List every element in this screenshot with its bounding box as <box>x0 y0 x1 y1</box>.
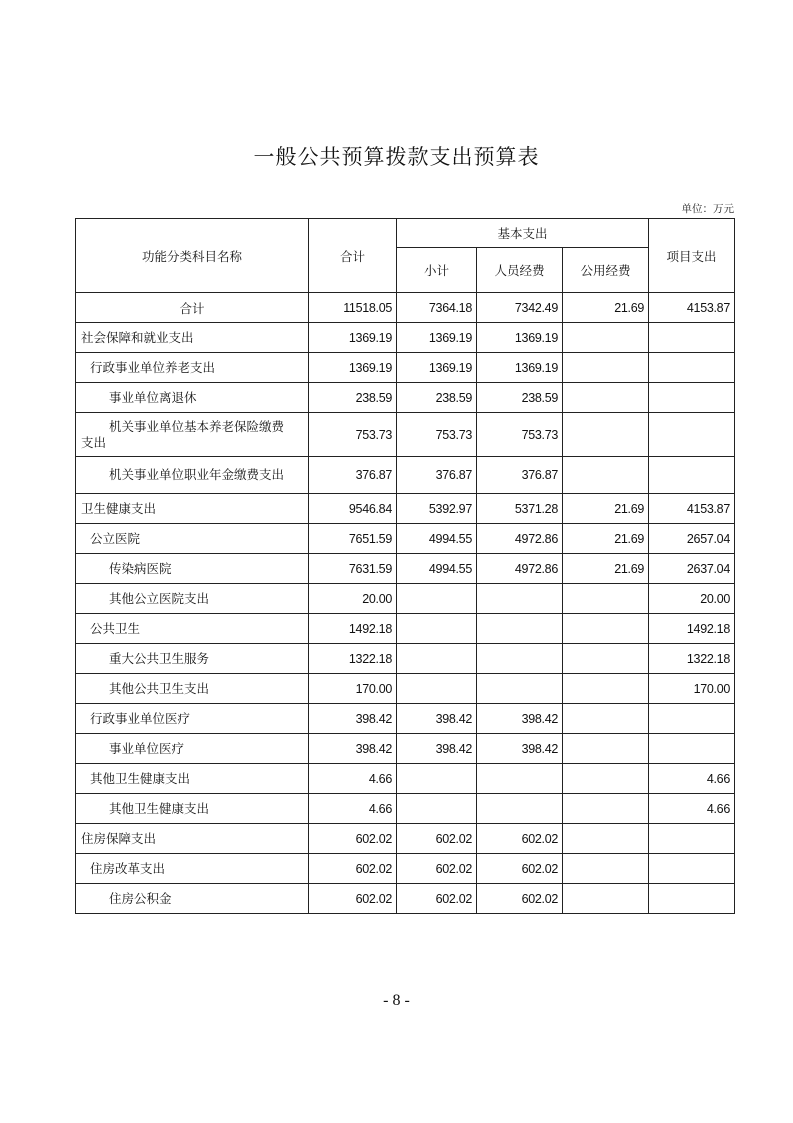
table-row <box>76 734 735 764</box>
row-name: 行政事业单位养老支出 <box>76 353 309 383</box>
cell-subtotal: 398.42 <box>397 704 477 734</box>
cell-project: 4153.87 <box>649 293 735 323</box>
row-name <box>76 413 309 457</box>
cell-subtotal: 1369.19 <box>397 323 477 353</box>
cell-total: 1369.19 <box>309 353 397 383</box>
cell-subtotal: 602.02 <box>397 824 477 854</box>
cell-public: 21.69 <box>563 293 649 323</box>
cell-personnel: 398.42 <box>477 734 563 764</box>
row-name: 机关事业单位职业年金缴费支出 <box>76 457 309 494</box>
cell-project <box>649 353 735 383</box>
header-project: 项目支出 <box>649 219 735 293</box>
row-name-line1: 机关事业单位基本养老保险缴费 <box>109 418 285 434</box>
cell-public <box>563 764 649 794</box>
cell-public <box>563 674 649 704</box>
row-name: 重大公共卫生服务 <box>76 644 309 674</box>
cell-project <box>649 824 735 854</box>
table-row <box>76 413 735 457</box>
cell-public <box>563 383 649 413</box>
cell-personnel: 602.02 <box>477 824 563 854</box>
row-name: 住房保障支出 <box>76 824 309 854</box>
cell-total: 4.66 <box>309 764 397 794</box>
cell-total: 170.00 <box>309 674 397 704</box>
cell-subtotal: 1369.19 <box>397 353 477 383</box>
cell-total: 11518.05 <box>309 293 397 323</box>
cell-total: 602.02 <box>309 824 397 854</box>
header-basic: 基本支出 <box>397 219 649 248</box>
cell-subtotal: 602.02 <box>397 854 477 884</box>
cell-public <box>563 457 649 494</box>
table-header <box>76 219 735 293</box>
cell-personnel: 602.02 <box>477 854 563 884</box>
cell-public <box>563 794 649 824</box>
cell-project: 20.00 <box>649 584 735 614</box>
cell-project <box>649 383 735 413</box>
row-name: 其他公立医院支出 <box>76 584 309 614</box>
header-public: 公用经费 <box>563 248 649 293</box>
cell-project: 1322.18 <box>649 644 735 674</box>
cell-project <box>649 457 735 494</box>
cell-personnel: 1369.19 <box>477 353 563 383</box>
table-row <box>76 644 735 674</box>
cell-total: 7631.59 <box>309 554 397 584</box>
row-name: 卫生健康支出 <box>76 494 309 524</box>
cell-personnel: 376.87 <box>477 457 563 494</box>
cell-personnel <box>477 584 563 614</box>
cell-subtotal: 398.42 <box>397 734 477 764</box>
cell-subtotal: 5392.97 <box>397 494 477 524</box>
cell-project <box>649 704 735 734</box>
table-row <box>76 614 735 644</box>
budget-table <box>75 218 735 914</box>
cell-total: 602.02 <box>309 854 397 884</box>
cell-subtotal <box>397 764 477 794</box>
table-row <box>76 584 735 614</box>
cell-personnel: 4972.86 <box>477 554 563 584</box>
cell-project <box>649 734 735 764</box>
cell-project: 170.00 <box>649 674 735 704</box>
table-row-total <box>76 293 735 323</box>
table-row <box>76 353 735 383</box>
table-row <box>76 494 735 524</box>
header-total: 合计 <box>309 219 397 293</box>
cell-project: 1492.18 <box>649 614 735 644</box>
cell-personnel: 7342.49 <box>477 293 563 323</box>
row-name: 事业单位离退休 <box>76 383 309 413</box>
cell-public: 21.69 <box>563 554 649 584</box>
table-row <box>76 554 735 584</box>
unit-label: 单位：万元 <box>681 203 734 215</box>
cell-subtotal: 4994.55 <box>397 554 477 584</box>
cell-public <box>563 413 649 457</box>
cell-project: 2657.04 <box>649 524 735 554</box>
cell-total: 602.02 <box>309 884 397 914</box>
table-row <box>76 824 735 854</box>
row-name-line2: 支出 <box>81 434 107 450</box>
cell-total: 753.73 <box>309 413 397 457</box>
cell-public <box>563 644 649 674</box>
cell-personnel <box>477 764 563 794</box>
cell-total: 376.87 <box>309 457 397 494</box>
row-name: 社会保障和就业支出 <box>76 323 309 353</box>
cell-total: 1322.18 <box>309 644 397 674</box>
document-title: 一般公共预算拨款支出预算表 <box>253 145 540 169</box>
cell-project: 4153.87 <box>649 494 735 524</box>
cell-personnel <box>477 644 563 674</box>
header-basic-subtotal: 小计 <box>397 248 477 293</box>
table-row <box>76 674 735 704</box>
cell-public <box>563 824 649 854</box>
row-name: 其他公共卫生支出 <box>76 674 309 704</box>
cell-project: 2637.04 <box>649 554 735 584</box>
row-name: 行政事业单位医疗 <box>76 704 309 734</box>
cell-personnel <box>477 794 563 824</box>
table-row <box>76 524 735 554</box>
cell-project <box>649 413 735 457</box>
table-body <box>76 293 735 914</box>
cell-public <box>563 854 649 884</box>
cell-total: 1369.19 <box>309 323 397 353</box>
cell-public <box>563 614 649 644</box>
cell-personnel: 753.73 <box>477 413 563 457</box>
cell-subtotal: 4994.55 <box>397 524 477 554</box>
cell-total: 4.66 <box>309 794 397 824</box>
cell-total: 20.00 <box>309 584 397 614</box>
cell-personnel: 602.02 <box>477 884 563 914</box>
cell-public <box>563 584 649 614</box>
cell-personnel: 398.42 <box>477 704 563 734</box>
cell-total: 1492.18 <box>309 614 397 644</box>
cell-project <box>649 323 735 353</box>
row-name: 其他卫生健康支出 <box>76 764 309 794</box>
row-name: 合计 <box>76 293 309 323</box>
cell-subtotal <box>397 614 477 644</box>
cell-public <box>563 323 649 353</box>
cell-public: 21.69 <box>563 494 649 524</box>
table-row <box>76 457 735 494</box>
cell-total: 238.59 <box>309 383 397 413</box>
cell-project <box>649 884 735 914</box>
cell-subtotal <box>397 644 477 674</box>
page-number: - 8 - <box>383 992 410 1009</box>
cell-personnel <box>477 614 563 644</box>
table-row <box>76 854 735 884</box>
cell-public <box>563 734 649 764</box>
cell-personnel: 238.59 <box>477 383 563 413</box>
cell-subtotal: 238.59 <box>397 383 477 413</box>
cell-public <box>563 704 649 734</box>
table-row <box>76 323 735 353</box>
table-row <box>76 884 735 914</box>
cell-subtotal <box>397 674 477 704</box>
cell-public: 21.69 <box>563 524 649 554</box>
cell-subtotal <box>397 794 477 824</box>
table-row <box>76 794 735 824</box>
header-personnel: 人员经费 <box>477 248 563 293</box>
cell-subtotal: 376.87 <box>397 457 477 494</box>
cell-total: 398.42 <box>309 734 397 764</box>
row-name: 公立医院 <box>76 524 309 554</box>
cell-project <box>649 854 735 884</box>
header-name: 功能分类科目名称 <box>76 219 309 293</box>
cell-project: 4.66 <box>649 794 735 824</box>
cell-subtotal: 753.73 <box>397 413 477 457</box>
cell-public <box>563 884 649 914</box>
cell-personnel: 4972.86 <box>477 524 563 554</box>
cell-subtotal: 602.02 <box>397 884 477 914</box>
row-name: 事业单位医疗 <box>76 734 309 764</box>
row-name: 其他卫生健康支出 <box>76 794 309 824</box>
row-name: 传染病医院 <box>76 554 309 584</box>
cell-personnel <box>477 674 563 704</box>
cell-public <box>563 353 649 383</box>
row-name: 住房公积金 <box>76 884 309 914</box>
row-name: 住房改革支出 <box>76 854 309 884</box>
table-row <box>76 383 735 413</box>
table-row <box>76 704 735 734</box>
cell-personnel: 1369.19 <box>477 323 563 353</box>
cell-total: 9546.84 <box>309 494 397 524</box>
cell-total: 398.42 <box>309 704 397 734</box>
cell-subtotal: 7364.18 <box>397 293 477 323</box>
cell-project: 4.66 <box>649 764 735 794</box>
cell-personnel: 5371.28 <box>477 494 563 524</box>
cell-subtotal <box>397 584 477 614</box>
table-row <box>76 764 735 794</box>
cell-total: 7651.59 <box>309 524 397 554</box>
row-name: 公共卫生 <box>76 614 309 644</box>
